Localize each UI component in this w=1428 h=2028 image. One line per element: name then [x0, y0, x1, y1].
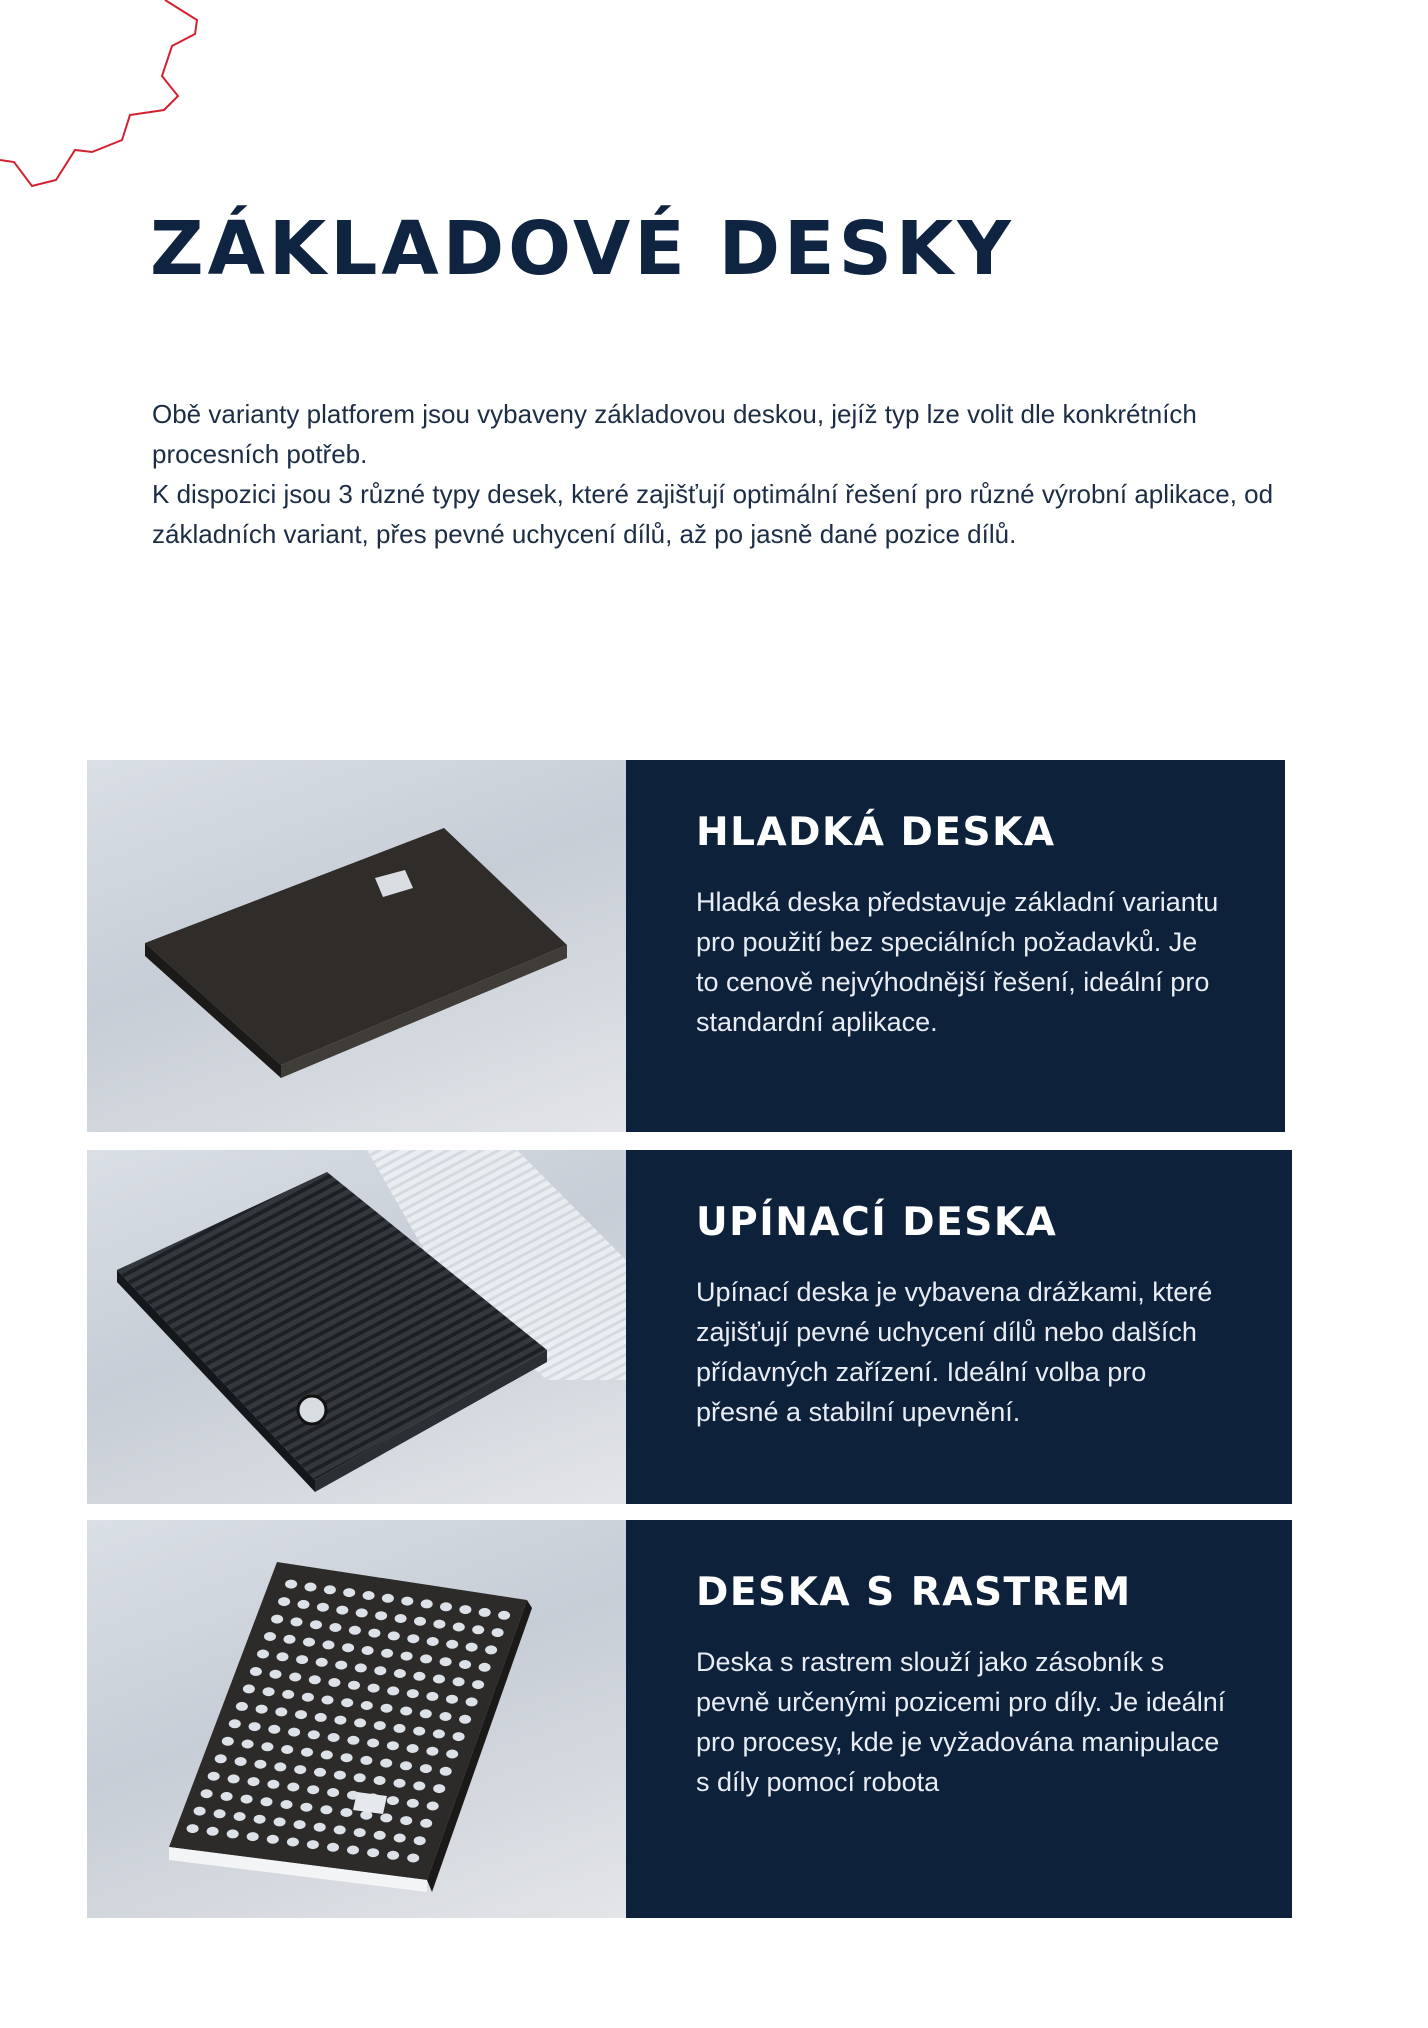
grid-hole — [254, 1815, 266, 1824]
grid-hole — [362, 1646, 374, 1655]
grid-hole — [427, 1637, 439, 1646]
grid-hole — [387, 1741, 399, 1750]
grid-hole — [268, 1725, 280, 1734]
grid-hole — [433, 1729, 445, 1738]
grid-hole — [261, 1742, 273, 1751]
grid-hole — [414, 1617, 426, 1626]
section-grid-plate — [87, 1520, 1292, 1918]
grid-hole — [236, 1702, 248, 1711]
section-smooth-plate — [87, 760, 1285, 1132]
grid-hole — [375, 1611, 387, 1620]
grid-hole — [394, 1834, 406, 1843]
grid-hole — [278, 1597, 290, 1606]
grid-hole — [250, 1667, 262, 1676]
grid-hole — [367, 1739, 379, 1748]
grid-hole — [348, 1681, 360, 1690]
grid-hole — [440, 1767, 452, 1776]
grid-hole — [340, 1808, 352, 1817]
grid-hole — [321, 1750, 333, 1759]
grid-hole — [354, 1718, 366, 1727]
grid-hole — [382, 1594, 394, 1603]
grid-hole — [347, 1846, 359, 1855]
grid-hole — [360, 1756, 372, 1765]
clamping-plate-panel — [626, 1150, 1292, 1504]
grid-hole — [215, 1754, 227, 1763]
grid-hole — [249, 1722, 261, 1731]
grid-hole — [341, 1698, 353, 1707]
grid-hole — [329, 1623, 341, 1632]
intro-text — [152, 394, 1302, 554]
grid-hole — [343, 1588, 355, 1597]
grid-hole — [264, 1632, 276, 1641]
grid-hole — [296, 1655, 308, 1664]
grid-hole — [387, 1851, 399, 1860]
grid-hole — [221, 1792, 233, 1801]
grid-hole — [315, 1713, 327, 1722]
grid-hole — [394, 1724, 406, 1733]
grid-hole — [291, 1617, 303, 1626]
grid-hole — [400, 1707, 412, 1716]
section-heading: HLADKÁ DESKA — [696, 810, 1056, 855]
grid-hole — [388, 1631, 400, 1640]
grid-hole — [355, 1663, 367, 1672]
grid-hole — [349, 1626, 361, 1635]
grid-hole — [281, 1745, 293, 1754]
grid-hole — [302, 1693, 314, 1702]
grid-hole — [222, 1737, 234, 1746]
grid-hole — [254, 1760, 266, 1769]
grid-hole — [453, 1677, 465, 1686]
grid-hole — [277, 1652, 289, 1661]
grid-plate-image — [87, 1520, 626, 1918]
section-text: Hladká deska představuje základní variantu pro použití bez speciálních požadavků. Je to cenově nejvýhodnější řešení, ideální pro standardní aplikace. — [696, 887, 1219, 1037]
grid-hole — [426, 1692, 438, 1701]
grid-hole — [267, 1780, 279, 1789]
grid-hole — [433, 1784, 445, 1793]
grid-hole — [420, 1764, 432, 1773]
grid-hole — [282, 1690, 294, 1699]
grid-hole — [395, 1614, 407, 1623]
grid-hole — [227, 1829, 239, 1838]
grid-hole — [207, 1827, 219, 1836]
grid-hole — [314, 1823, 326, 1832]
grid-hole — [433, 1675, 445, 1684]
grid-hole — [317, 1603, 329, 1612]
grid-hole — [420, 1819, 432, 1828]
grid-hole — [374, 1666, 386, 1675]
grid-hole — [492, 1628, 504, 1637]
grid-hole — [308, 1730, 320, 1739]
gear-outline-icon — [0, 0, 210, 200]
grid-hole — [459, 1715, 471, 1724]
grid-hole — [374, 1831, 386, 1840]
grid-hole — [287, 1838, 299, 1847]
grid-hole — [394, 1779, 406, 1788]
section-text: Deska s rastrem slouží jako zásobník s pevně určenými pozicemi pro díly. Je ideální pro procesy, kde je vyžadována manipulace s díly pomocí robota — [696, 1647, 1226, 1797]
grid-hole — [479, 1663, 491, 1672]
grid-hole — [407, 1689, 419, 1698]
page-title: ZÁKLADOVÉ DESKY — [150, 206, 1015, 292]
grid-hole — [314, 1768, 326, 1777]
grid-hole — [201, 1789, 213, 1798]
grid-hole — [270, 1670, 282, 1679]
grid-hole — [381, 1704, 393, 1713]
grid-hole — [303, 1638, 315, 1647]
grid-hole — [310, 1620, 322, 1629]
grid-hole — [247, 1832, 259, 1841]
grid-hole — [316, 1658, 328, 1667]
grid-hole — [208, 1772, 220, 1781]
grid-hole — [334, 1825, 346, 1834]
grid-hole — [341, 1753, 353, 1762]
grid-hole — [354, 1828, 366, 1837]
grid-hole — [479, 1608, 491, 1617]
grid-hole — [498, 1611, 510, 1620]
grid-hole — [194, 1807, 206, 1816]
section-heading: UPÍNACÍ DESKA — [696, 1200, 1058, 1245]
grid-hole — [427, 1802, 439, 1811]
grid-hole — [472, 1680, 484, 1689]
clamping-plate-image — [87, 1150, 626, 1504]
grid-hole — [354, 1773, 366, 1782]
grid-hole — [453, 1732, 465, 1741]
grid-hole — [453, 1623, 465, 1632]
grid-hole — [440, 1712, 452, 1721]
grid-hole — [401, 1597, 413, 1606]
grid-hole — [413, 1727, 425, 1736]
grid-hole — [305, 1583, 317, 1592]
grid-hole — [446, 1750, 458, 1759]
grid-hole — [274, 1762, 286, 1771]
grid-hole — [261, 1797, 273, 1806]
grid-hole — [380, 1759, 392, 1768]
grid-hole — [274, 1817, 286, 1826]
grid-hole — [347, 1736, 359, 1745]
grid-hole — [401, 1652, 413, 1661]
grid-hole — [407, 1799, 419, 1808]
section-clamping-plate — [87, 1150, 1292, 1504]
grid-hole — [334, 1716, 346, 1725]
grid-hole — [334, 1771, 346, 1780]
grid-hole — [335, 1661, 347, 1670]
grid-hole — [421, 1599, 433, 1608]
grid-hole — [298, 1600, 310, 1609]
grid-hole — [407, 1744, 419, 1753]
grid-hole — [295, 1710, 307, 1719]
grid-hole — [288, 1728, 300, 1737]
grid-hole — [446, 1640, 458, 1649]
grid-hole — [420, 1654, 432, 1663]
grid-hole — [342, 1643, 354, 1652]
intro-paragraph: Obě varianty platforem jsou vybaveny základovou deskou, jejíž typ lze volit dle konkrétních procesních potřeb. — [152, 399, 1197, 469]
section-heading: DESKA S RASTREM — [696, 1570, 1132, 1615]
grid-hole — [327, 1788, 339, 1797]
grid-hole — [309, 1675, 321, 1684]
grid-hole — [287, 1783, 299, 1792]
grid-hole — [407, 1634, 419, 1643]
grid-hole — [187, 1824, 199, 1833]
grid-hole — [387, 1686, 399, 1695]
grid-hole — [374, 1721, 386, 1730]
grid-hole — [267, 1835, 279, 1844]
grid-hole — [374, 1776, 386, 1785]
grid-hole — [426, 1747, 438, 1756]
grid-hole — [394, 1669, 406, 1678]
grid-hole — [413, 1781, 425, 1790]
grid-hole — [322, 1696, 334, 1705]
grid-hole — [242, 1740, 254, 1749]
grid-hole — [328, 1678, 340, 1687]
grid-hole — [420, 1709, 432, 1718]
grid-hole — [363, 1591, 375, 1600]
grid-hole — [256, 1705, 268, 1714]
grid-hole — [301, 1748, 313, 1757]
grid-hole — [414, 1836, 426, 1845]
grid-hole — [367, 1848, 379, 1857]
grid-hole — [285, 1580, 297, 1589]
grid-hole — [433, 1620, 445, 1629]
grid-hole — [243, 1684, 255, 1693]
grid-hole — [294, 1820, 306, 1829]
grid-hole — [485, 1645, 497, 1654]
grid-hole — [214, 1809, 226, 1818]
grid-hole — [320, 1805, 332, 1814]
grid-hole — [241, 1795, 253, 1804]
section-text: Upínací deska je vybavena drážkami, které zajišťují pevné uchycení dílů nebo dalších přídavných zařízení. Ideální volba pro přesné a stabilní upevnění. — [696, 1277, 1213, 1427]
grid-hole — [466, 1643, 478, 1652]
grid-hole — [289, 1673, 301, 1682]
grid-hole — [284, 1635, 296, 1644]
grid-hole — [356, 1608, 368, 1617]
grid-hole — [368, 1684, 380, 1693]
grid-hole — [248, 1777, 260, 1786]
grid-hole — [400, 1816, 412, 1825]
grid-hole — [229, 1719, 241, 1728]
intro-paragraph: K dispozici jsou 3 různé typy desek, které zajišťují optimální řešení pro různé výrobní aplikace, od základních variant, přes pevné uchycení dílů, až po jasně dané pozice dílů. — [152, 479, 1274, 549]
grid-hole — [368, 1629, 380, 1638]
grid-hole — [271, 1615, 283, 1624]
grid-hole — [459, 1660, 471, 1669]
grid-hole — [361, 1701, 373, 1710]
grid-hole — [413, 1672, 425, 1681]
grid-hole — [257, 1650, 269, 1659]
grid-hole — [381, 1649, 393, 1658]
grid-hole — [440, 1602, 452, 1611]
grid-hole — [275, 1707, 287, 1716]
grid-hole — [294, 1765, 306, 1774]
grid-hole — [234, 1812, 246, 1821]
grid-hole — [307, 1840, 319, 1849]
grid-hole — [407, 1854, 419, 1863]
grid-hole — [387, 1796, 399, 1805]
grid-hole — [380, 1813, 392, 1822]
smooth-plate-panel — [626, 760, 1285, 1132]
grid-hole — [400, 1761, 412, 1770]
grid-hole — [263, 1687, 275, 1696]
grid-hole — [336, 1606, 348, 1615]
grid-hole — [440, 1657, 452, 1666]
grid-hole — [307, 1785, 319, 1794]
grid-hole — [472, 1625, 484, 1634]
grid-hole — [446, 1695, 458, 1704]
grid-hole — [459, 1605, 471, 1614]
grid-hole — [281, 1800, 293, 1809]
grid-hole — [323, 1640, 335, 1649]
smooth-plate-image — [87, 760, 626, 1132]
grid-hole — [300, 1803, 312, 1812]
grid-hole — [328, 1733, 340, 1742]
grid-hole — [235, 1757, 247, 1766]
grid-plate-panel — [626, 1520, 1292, 1918]
grid-hole — [466, 1697, 478, 1706]
grid-hole — [324, 1585, 336, 1594]
grid-hole — [327, 1843, 339, 1852]
grid-hole — [228, 1774, 240, 1783]
